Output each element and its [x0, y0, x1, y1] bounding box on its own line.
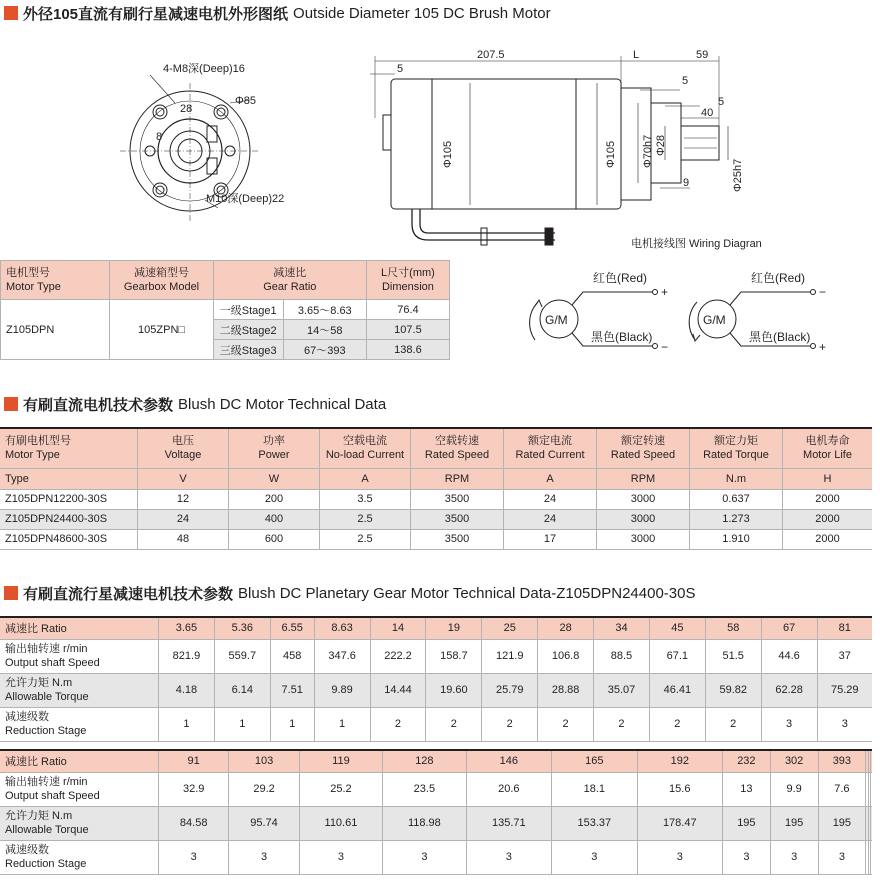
- dim-9: 9: [683, 177, 690, 189]
- dim-cell: 138.6: [366, 340, 449, 360]
- value-cell: 46.41: [649, 673, 705, 707]
- value-cell: 9.9: [770, 772, 818, 806]
- gearbox-model-cell: 105ZPN□: [110, 300, 213, 360]
- table-header-row: [0, 428, 872, 468]
- cell: 3500: [411, 509, 504, 529]
- table-row: [0, 489, 872, 509]
- value-cell: 81: [817, 617, 872, 639]
- value-cell: 121.9: [482, 639, 538, 673]
- value-cell: 45: [649, 617, 705, 639]
- row-label-cell: 允许力矩 N.m Allowable Torque: [0, 673, 159, 707]
- wiring-minus-2: −: [819, 285, 827, 299]
- value-cell: 128: [383, 750, 466, 772]
- value-cell: 67: [761, 617, 817, 639]
- value-cell: 178.47: [637, 806, 722, 840]
- header-cell: 额定力矩 Rated Torque: [690, 428, 783, 468]
- unit-cell: A: [320, 468, 411, 489]
- value-cell: 25: [482, 617, 538, 639]
- value-cell: 6.55: [270, 617, 314, 639]
- header-cell: 减速箱型号 Gearbox Model: [110, 261, 213, 300]
- value-cell: 67.1: [649, 639, 705, 673]
- value-cell: 3: [552, 840, 637, 874]
- value-cell: 195: [770, 806, 818, 840]
- cell: 200: [229, 489, 320, 509]
- value-cell: 106.8: [538, 639, 594, 673]
- ratio-cell: 14～58: [283, 320, 366, 340]
- cell: 1.910: [690, 529, 783, 549]
- ratio-header-row: [0, 617, 872, 639]
- value-cell: 58: [705, 617, 761, 639]
- cell: 0.637: [690, 489, 783, 509]
- header-cell: 空载电流 No-load Current: [320, 428, 411, 468]
- value-cell: 19.60: [426, 673, 482, 707]
- cell: 3500: [411, 529, 504, 549]
- header-cell: 空载转速 Rated Speed: [411, 428, 504, 468]
- outline-drawing: [0, 28, 880, 283]
- table-row: [1, 300, 450, 320]
- cell: 24: [504, 509, 597, 529]
- unit-cell: V: [138, 468, 229, 489]
- value-cell: 146: [466, 750, 551, 772]
- value-cell: 192: [637, 750, 722, 772]
- value-cell: 458: [270, 639, 314, 673]
- unit-cell: N.m: [690, 468, 783, 489]
- stage-cell: 一级Stage1: [213, 300, 283, 320]
- front-hole-top-label: 4-M8深(Deep)16: [163, 63, 245, 75]
- dim-L: L: [633, 49, 640, 61]
- wiring-red-2: 红色(Red): [751, 271, 806, 285]
- wiring-gm-2: G/M: [703, 313, 726, 327]
- header-cell: 功率 Power: [229, 428, 320, 468]
- value-cell: 2: [538, 707, 594, 741]
- value-cell: 2: [594, 707, 650, 741]
- gearbox-table: [0, 260, 450, 360]
- value-cell: 29.2: [229, 772, 299, 806]
- value-cell: 25.2: [299, 772, 382, 806]
- value-cell: 3: [466, 840, 551, 874]
- wiring-gm-1: G/M: [545, 313, 568, 327]
- header-cell: 电机型号 Motor Type: [1, 261, 110, 300]
- value-cell: 222.2: [370, 639, 426, 673]
- table-row: [0, 707, 872, 741]
- value-cell: 84.58: [159, 806, 229, 840]
- wiring-black-1: 黑色(Black): [591, 330, 653, 344]
- value-cell: [871, 750, 872, 772]
- header-cell: 额定转速 Rated Speed: [597, 428, 690, 468]
- side-view: [370, 56, 728, 245]
- cell: 1.273: [690, 509, 783, 529]
- value-cell: 5.36: [214, 617, 270, 639]
- cell: 3.5: [320, 489, 411, 509]
- cell: Z105DPN12200-30S: [0, 489, 138, 509]
- value-cell: 3: [383, 840, 466, 874]
- wiring-plus-2: +: [819, 340, 827, 354]
- table-row: [0, 639, 872, 673]
- section-title-drawing: 外径105直流有刷行星减速电机外形图纸 Outside Diameter 105 DC Brush Motor: [4, 2, 551, 24]
- value-cell: 20.6: [466, 772, 551, 806]
- unit-cell: H: [783, 468, 873, 489]
- value-cell: 110.61: [299, 806, 382, 840]
- value-cell: 232: [723, 750, 771, 772]
- unit-cell: W: [229, 468, 320, 489]
- unit-cell: Type: [0, 468, 138, 489]
- row-label-cell: 减速级数 Reduction Stage: [0, 840, 159, 874]
- dim-phi105-body: Φ105: [442, 140, 454, 168]
- front-d85-label: Φ85: [235, 95, 257, 107]
- motor-table: [0, 427, 872, 550]
- value-cell: 135.71: [466, 806, 551, 840]
- cell: 3500: [411, 489, 504, 509]
- dim-phi25: Φ25h7: [732, 158, 744, 192]
- gear-ratio-table-2: [0, 749, 872, 875]
- cell: 2000: [783, 489, 873, 509]
- value-cell: 2: [482, 707, 538, 741]
- header-cell: 有刷电机型号 Motor Type: [0, 428, 138, 468]
- value-cell: 44.6: [761, 639, 817, 673]
- cell: 400: [229, 509, 320, 529]
- value-cell: 1: [270, 707, 314, 741]
- section-title-gear: 有刷直流行星减速电机技术参数 Blush DC Planetary Gear Motor Technical Data-Z105DPN24400-30S: [4, 582, 695, 604]
- row-label-cell: 减速比 Ratio: [0, 750, 159, 772]
- cell: 3000: [597, 529, 690, 549]
- front-d28-label: 28: [180, 103, 193, 115]
- value-cell: 14.44: [370, 673, 426, 707]
- value-cell: 28: [538, 617, 594, 639]
- table-row: [0, 673, 872, 707]
- cell: 2.5: [320, 509, 411, 529]
- row-label-cell: 减速级数 Reduction Stage: [0, 707, 159, 741]
- wiring-diagrams: [515, 262, 875, 372]
- dim-40: 40: [701, 107, 714, 119]
- value-cell: 6.14: [214, 673, 270, 707]
- row-label-cell: 减速比 Ratio: [0, 617, 159, 639]
- section-marker: [4, 586, 18, 600]
- value-cell: 3.65: [159, 617, 215, 639]
- value-cell: 119: [299, 750, 382, 772]
- dim-cell: 76.4: [366, 300, 449, 320]
- cell: 24: [138, 509, 229, 529]
- table-row: [0, 806, 872, 840]
- units-row: [0, 468, 872, 489]
- value-cell: 821.9: [159, 639, 215, 673]
- row-label-cell: 输出轴转速 r/min Output shaft Speed: [0, 772, 159, 806]
- wiring-plus-1: +: [661, 285, 669, 299]
- value-cell: 35.07: [594, 673, 650, 707]
- section-title-motor: 有刷直流电机技术参数 Blush DC Motor Technical Data: [4, 393, 386, 415]
- value-cell: 3: [770, 840, 818, 874]
- header-cell: 减速比 Gear Ratio: [213, 261, 366, 300]
- value-cell: 4.18: [159, 673, 215, 707]
- wiring-title: 电机接线图 Wiring Diagran: [631, 238, 762, 250]
- value-cell: 1: [214, 707, 270, 741]
- value-cell: 7.51: [270, 673, 314, 707]
- value-cell: 9.89: [314, 673, 370, 707]
- row-label-cell: 输出轴转速 r/min Output shaft Speed: [0, 639, 159, 673]
- cell: 600: [229, 529, 320, 549]
- cell: 2000: [783, 529, 873, 549]
- dim-5-key: 5: [718, 96, 725, 108]
- value-cell: 3: [817, 707, 872, 741]
- value-cell: 347.6: [314, 639, 370, 673]
- gearbox-motor-cell: Z105DPN: [1, 300, 110, 360]
- value-cell: 23.5: [383, 772, 466, 806]
- cell: 3000: [597, 509, 690, 529]
- value-cell: 302: [770, 750, 818, 772]
- value-cell: 95.74: [229, 806, 299, 840]
- value-cell: 2: [426, 707, 482, 741]
- value-cell: 3: [159, 840, 229, 874]
- dim-phi70: Φ70h7: [642, 134, 654, 168]
- dim-59: 59: [696, 49, 709, 61]
- header-cell: 电压 Voltage: [138, 428, 229, 468]
- value-cell: 3: [299, 840, 382, 874]
- cell: 17: [504, 529, 597, 549]
- unit-cell: A: [504, 468, 597, 489]
- value-cell: 1: [314, 707, 370, 741]
- dim-5-right: 5: [682, 75, 689, 87]
- wiring-black-2: 黑色(Black): [749, 330, 811, 344]
- value-cell: 2: [370, 707, 426, 741]
- value-cell: 13: [723, 772, 771, 806]
- value-cell: 19: [426, 617, 482, 639]
- cell: 3000: [597, 489, 690, 509]
- value-cell: 25.79: [482, 673, 538, 707]
- stage-cell: 二级Stage2: [213, 320, 283, 340]
- value-cell: 75.29: [817, 673, 872, 707]
- cell: 2.5: [320, 529, 411, 549]
- value-cell: 3: [761, 707, 817, 741]
- value-cell: 3: [818, 840, 866, 874]
- header-cell: 电机寿命 Motor Life: [783, 428, 873, 468]
- table-row: [0, 840, 872, 874]
- header-cell: L尺寸(mm) Dimension: [366, 261, 449, 300]
- value-cell: 559.7: [214, 639, 270, 673]
- value-cell: 28.88: [538, 673, 594, 707]
- value-cell: 153.37: [552, 806, 637, 840]
- value-cell: 195: [818, 806, 866, 840]
- cell: 48: [138, 529, 229, 549]
- value-cell: 158.7: [426, 639, 482, 673]
- value-cell: 14: [370, 617, 426, 639]
- value-cell: 8.63: [314, 617, 370, 639]
- dim-cell: 107.5: [366, 320, 449, 340]
- table-row: [0, 772, 872, 806]
- ratio-header-row: [0, 750, 872, 772]
- value-cell: [871, 840, 872, 874]
- value-cell: 3: [229, 840, 299, 874]
- value-cell: 15.6: [637, 772, 722, 806]
- value-cell: 393: [818, 750, 866, 772]
- unit-cell: RPM: [597, 468, 690, 489]
- row-label-cell: 允许力矩 N.m Allowable Torque: [0, 806, 159, 840]
- value-cell: 91: [159, 750, 229, 772]
- section-marker: [4, 397, 18, 411]
- ratio-cell: 67～393: [283, 340, 366, 360]
- dim-5-left: 5: [397, 63, 404, 75]
- value-cell: 7.6: [818, 772, 866, 806]
- table-row: [0, 529, 872, 549]
- value-cell: 103: [229, 750, 299, 772]
- stage-cell: 三级Stage3: [213, 340, 283, 360]
- value-cell: 3: [637, 840, 722, 874]
- value-cell: 18.1: [552, 772, 637, 806]
- value-cell: 2: [705, 707, 761, 741]
- table-header-row: [1, 261, 450, 300]
- value-cell: 1: [159, 707, 215, 741]
- value-cell: 51.5: [705, 639, 761, 673]
- wiring-minus-1: −: [661, 340, 669, 354]
- table-row: [0, 509, 872, 529]
- dim-phi28: Φ28: [655, 134, 667, 156]
- gear-ratio-table-1: [0, 616, 872, 742]
- value-cell: 2: [649, 707, 705, 741]
- header-cell: 额定电流 Rated Current: [504, 428, 597, 468]
- front-d8-label: 8: [156, 131, 163, 143]
- value-cell: 34: [594, 617, 650, 639]
- value-cell: 62.28: [761, 673, 817, 707]
- cell: 24: [504, 489, 597, 509]
- ratio-cell: 3.65～8.63: [283, 300, 366, 320]
- front-hole-bottom-label: M10深(Deep)22: [206, 193, 285, 205]
- cell: Z105DPN24400-30S: [0, 509, 138, 529]
- cell: 2000: [783, 509, 873, 529]
- value-cell: 3: [723, 840, 771, 874]
- unit-cell: RPM: [411, 468, 504, 489]
- section-marker: [4, 6, 18, 20]
- value-cell: 195: [723, 806, 771, 840]
- value-cell: [871, 772, 872, 806]
- value-cell: 37: [817, 639, 872, 673]
- value-cell: [871, 806, 872, 840]
- value-cell: 118.98: [383, 806, 466, 840]
- dim-207-5: 207.5: [477, 49, 505, 61]
- cell: 12: [138, 489, 229, 509]
- value-cell: 165: [552, 750, 637, 772]
- dim-phi105-flange: Φ105: [605, 140, 617, 168]
- cell: Z105DPN48600-30S: [0, 529, 138, 549]
- wiring-red-1: 红色(Red): [593, 271, 648, 285]
- value-cell: 32.9: [159, 772, 229, 806]
- value-cell: 59.82: [705, 673, 761, 707]
- value-cell: 88.5: [594, 639, 650, 673]
